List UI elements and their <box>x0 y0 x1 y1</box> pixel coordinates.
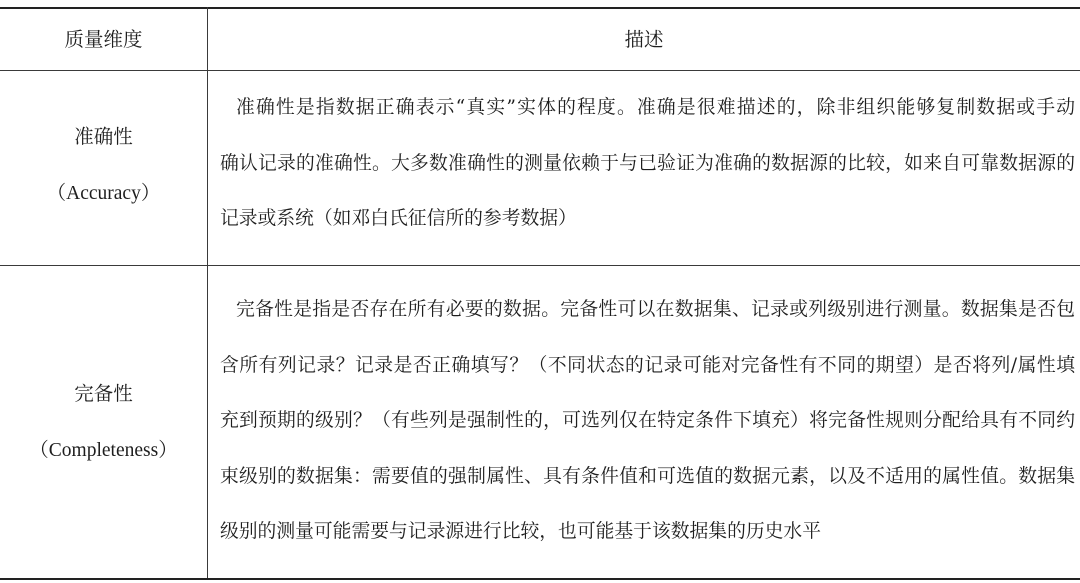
dimension-cell <box>0 71 207 265</box>
description-line: 充到预期的级别？（有些列是强制性的，可选列仅在特定条件下填充）将完备性规则分配给具有不同约 <box>220 410 1075 431</box>
dimension-cell <box>0 266 207 578</box>
header-cell-description <box>208 9 1080 70</box>
description-cell <box>208 71 1080 265</box>
header-dimension-label: 质量维度 <box>64 27 143 51</box>
dimension-name-english: （Completeness） <box>29 440 178 461</box>
dimension-name-english: （Accuracy） <box>46 183 161 204</box>
dimension-name: 准确性 <box>74 125 133 148</box>
description-line: 含所有列记录？记录是否正确填写？（不同状态的记录可能对完备性有不同的期望）是否将列/属性填 <box>220 354 1075 376</box>
header-description-label: 描述 <box>624 27 664 51</box>
dimension-name: 完备性 <box>74 382 133 405</box>
description-line: 级别的测量可能需要与记录源进行比较，也可能基于该数据集的历史水平 <box>220 521 821 542</box>
description-line: 准确性是指数据正确表示“真实”实体的程度。准确是很难描述的，除非组织能够复制数据或手动 <box>236 97 1075 118</box>
quality-dimension-table <box>0 7 1080 580</box>
description-text <box>220 80 1075 247</box>
description-line: 完备性是指是否存在所有必要的数据。完备性可以在数据集、记录或列级别进行测量。数据集是否包 <box>236 299 1075 320</box>
description-text <box>220 282 1075 560</box>
table-header-row <box>0 9 1080 70</box>
description-line: 确认记录的准确性。大多数准确性的测量依赖于与已验证为准确的数据源的比较，如来自可靠数据源的 <box>220 152 1075 174</box>
description-line: 束级别的数据集：需要值的强制属性、具有条件值和可选值的数据元素，以及不适用的属性值。数据集 <box>220 465 1075 487</box>
description-line: 记录或系统（如邓白氏征信所的参考数据） <box>220 208 577 229</box>
description-cell <box>208 266 1080 578</box>
header-cell-dimension <box>0 9 207 70</box>
table-bottom-rule <box>0 578 1080 580</box>
table-row <box>0 71 1080 265</box>
table-row <box>0 266 1080 578</box>
